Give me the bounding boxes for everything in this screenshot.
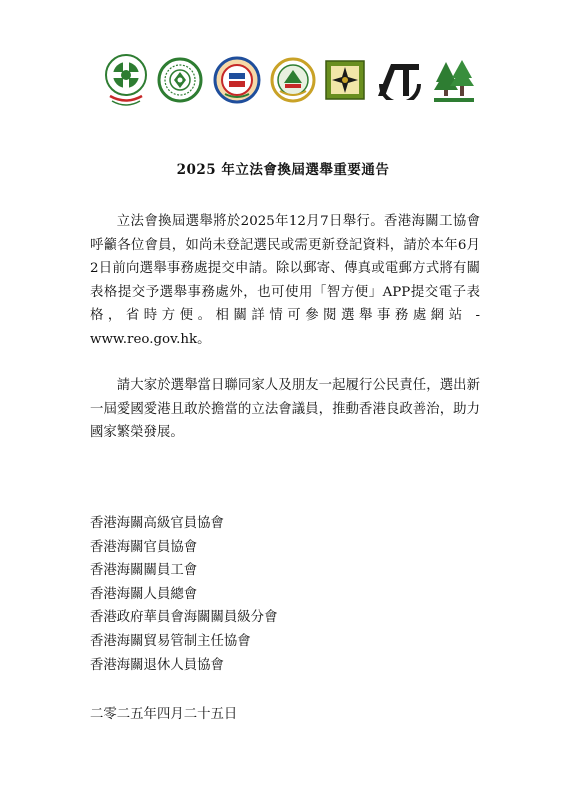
organization-item: 香港海關高級官員協會	[90, 516, 224, 531]
gold-green-emblem-logo	[270, 57, 316, 103]
organization-list	[90, 512, 277, 677]
compass-star-logo	[325, 60, 365, 100]
organization-item: 香港海關退休人員協會	[90, 657, 224, 673]
notice-paragraph-2: 請大家於選舉當日聯同家人及朋友一起履行公民責任，選出新一屆愛國愛港且敢於擔當的立法會議員，推動香港良政善治，助力國家繁榮發展。	[90, 378, 480, 440]
pine-trees-logo	[432, 56, 476, 104]
celtic-cross-customs-logo	[104, 49, 148, 111]
green-circular-seal-logo	[157, 57, 203, 103]
monogram-letters-logo	[375, 60, 423, 100]
notice-title: 2025 年立法會換屆選舉重要通告	[176, 162, 390, 178]
logo-row	[104, 44, 476, 116]
blue-red-crest-logo	[213, 56, 261, 104]
organization-item: 香港海關貿易管制主任協會	[90, 633, 251, 649]
notice-date: 二零二五年四月二十五日	[90, 707, 238, 722]
organization-item: 香港政府華員會海關關員級分會	[90, 610, 278, 626]
organization-item: 香港海關官員協會	[90, 539, 198, 555]
organization-item: 香港海關人員總會	[90, 586, 198, 602]
organization-item: 香港海關關員工會	[90, 563, 198, 579]
notice-paragraph-1: 立法會換屆選舉將於2025年12月7日舉行。香港海關工協會呼籲各位會員，如尚未登記選民或需更新登記資料，請於本年6月2日前向選舉事務處提交申請。除以郵寄、傳真或電郵方式將有關表格提交予選舉事務處外，也可使用「智方便」APP提交電子表格，省時方便。相關詳情可參閱選舉事務處網站 - www.reo.gov.hk。	[90, 214, 480, 347]
